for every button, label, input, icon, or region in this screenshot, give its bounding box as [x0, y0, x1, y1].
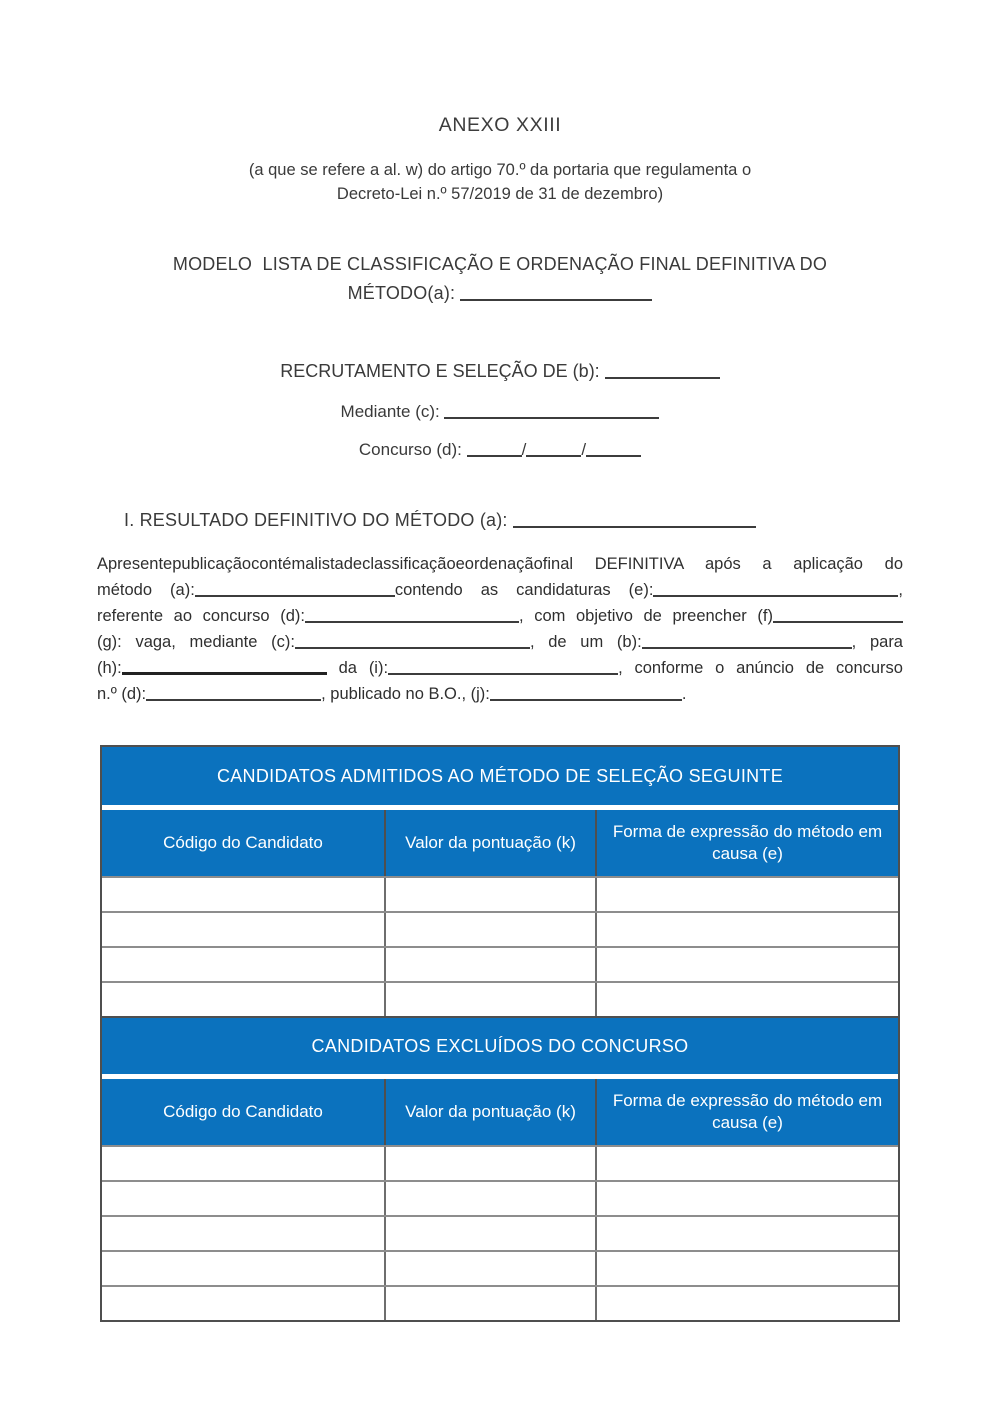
blank-d2	[146, 689, 321, 701]
paragraph-line4-pre: (g): vaga, mediante (c):	[97, 633, 295, 651]
table-cell	[597, 1147, 898, 1180]
table-row	[102, 1180, 898, 1215]
concurso-separator-1: /	[521, 440, 527, 459]
table-cell	[386, 1182, 597, 1215]
section1-heading	[124, 510, 1000, 531]
blank-concurso-d-3	[586, 445, 641, 457]
blank-concurso-d-1	[467, 445, 522, 457]
table-cell	[597, 878, 898, 911]
paragraph-line3-pre: referente ao concurso (d):	[97, 607, 305, 625]
concurso-label: Concurso (d):	[358, 440, 462, 459]
concurso-separator-2: /	[581, 440, 587, 459]
admitted-column-headers	[102, 810, 898, 876]
table-cell	[102, 1252, 386, 1285]
table-cell	[597, 1287, 898, 1320]
table-cell	[386, 983, 597, 1016]
table-cell	[102, 1287, 386, 1320]
section1-title: I. RESULTADO DEFINITIVO DO MÉTODO (a):	[124, 510, 508, 530]
paragraph-line2	[97, 577, 903, 603]
table-cell	[597, 913, 898, 946]
table-row	[102, 876, 898, 911]
blank-metodo-a	[460, 289, 652, 301]
table-cell	[597, 948, 898, 981]
paragraph-line1: Apresentepublicaçãocontémalistadeclassificaçãoeordenaçãofinal DEFINITIVA após a aplicação do	[97, 555, 903, 573]
table-cell	[102, 913, 386, 946]
paragraph-line6-end: .	[681, 685, 687, 703]
recrutamento-label: RECRUTAMENTO E SELEÇÃO DE (b):	[280, 361, 600, 381]
table-cell	[597, 983, 898, 1016]
table-cell	[102, 1147, 386, 1180]
blank-a	[195, 585, 395, 597]
modelo-heading-line1: MODELO LISTA DE CLASSIFICAÇÃO E ORDENAÇÃO FINAL DEFINITIVA DO	[172, 254, 828, 274]
blank-j	[490, 689, 682, 701]
blank-c	[295, 637, 530, 649]
table-row	[102, 1215, 898, 1250]
mediante-line	[0, 402, 1000, 422]
paragraph-line5-mid: da (i):	[338, 659, 389, 677]
paragraph-line4-end: , para	[851, 633, 903, 651]
paragraph-line4-mid: , de um (b):	[529, 633, 642, 651]
paragraph-line5	[97, 655, 903, 681]
candidates-table	[100, 745, 900, 1322]
column-header-score-value: Valor da pontuação (k)	[386, 1079, 597, 1145]
table-cell	[386, 1217, 597, 1250]
blank-h	[122, 663, 327, 675]
paragraph-line2-end: ,	[898, 581, 903, 599]
table-row	[102, 946, 898, 981]
paragraph-line2-mid: contendo as candidaturas (e):	[394, 581, 654, 599]
table-cell	[597, 1182, 898, 1215]
table-cell	[386, 1147, 597, 1180]
blank-resultado-a	[513, 516, 756, 528]
column-header-candidate-code: Código do Candidato	[102, 810, 386, 876]
paragraph-line6	[97, 681, 903, 707]
paragraph-line3	[97, 603, 903, 629]
table-cell	[102, 1182, 386, 1215]
table-cell	[597, 1217, 898, 1250]
column-header-method-expression: Forma de expressão do método em causa (e)	[612, 1091, 883, 1132]
admitted-table-header: CANDIDATOS ADMITIDOS AO MÉTODO DE SELEÇÃO SEGUINTE	[102, 747, 898, 805]
table-cell	[386, 878, 597, 911]
modelo-heading-line2	[0, 279, 1000, 308]
table-cell	[102, 948, 386, 981]
paragraph-line6-pre: n.º (d):	[97, 685, 147, 703]
blank-b	[642, 637, 852, 649]
mediante-label: Mediante (c):	[340, 402, 440, 421]
table-row	[102, 911, 898, 946]
excluded-column-headers	[102, 1079, 898, 1145]
paragraph-line6-mid: , publicado no B.O., (j):	[321, 685, 490, 703]
blank-f	[773, 611, 903, 623]
table-cell	[102, 983, 386, 1016]
subtitle	[0, 158, 1000, 206]
paragraph-line5-end: , conforme o anúncio de concurso	[618, 659, 903, 677]
table-cell	[386, 1287, 597, 1320]
table-row	[102, 1145, 898, 1180]
body-paragraph	[97, 551, 903, 707]
table-cell	[597, 1252, 898, 1285]
blank-recrutamento-b	[605, 367, 720, 379]
blank-i	[388, 663, 618, 675]
table-row	[102, 981, 898, 1016]
page-title: ANEXO XXIII	[438, 114, 562, 136]
table-cell	[102, 1217, 386, 1250]
column-header-method-expression: Forma de expressão do método em causa (e)	[612, 822, 883, 863]
excluded-table-header: CANDIDATOS EXCLUÍDOS DO CONCURSO	[102, 1016, 898, 1074]
concurso-line	[0, 440, 1000, 460]
table-row	[102, 1285, 898, 1320]
table-row	[102, 1250, 898, 1285]
blank-d	[305, 611, 519, 623]
table-cell	[386, 948, 597, 981]
table-cell	[386, 913, 597, 946]
column-header-candidate-code: Código do Candidato	[102, 1079, 386, 1145]
subtitle-line1: (a que se refere a al. w) do artigo 70.º da portaria que regulamenta o	[248, 161, 752, 179]
modelo-heading	[0, 250, 1000, 308]
paragraph-line5-pre: (h):	[97, 659, 122, 677]
paragraph-line3-mid: , com objetivo de preencher (f)	[518, 607, 773, 625]
paragraph-line4	[97, 629, 903, 655]
recrutamento-line	[0, 361, 1000, 382]
column-header-score-value: Valor da pontuação (k)	[386, 810, 597, 876]
subtitle-line2: Decreto-Lei n.º 57/2019 de 31 de dezembro)	[336, 185, 664, 203]
blank-e	[653, 585, 898, 597]
blank-mediante-c	[444, 407, 659, 419]
metodo-a-label: MÉTODO(a):	[347, 283, 456, 303]
table-cell	[386, 1252, 597, 1285]
paragraph-line2-pre: método (a):	[97, 581, 195, 599]
table-cell	[102, 878, 386, 911]
blank-concurso-d-2	[526, 445, 581, 457]
